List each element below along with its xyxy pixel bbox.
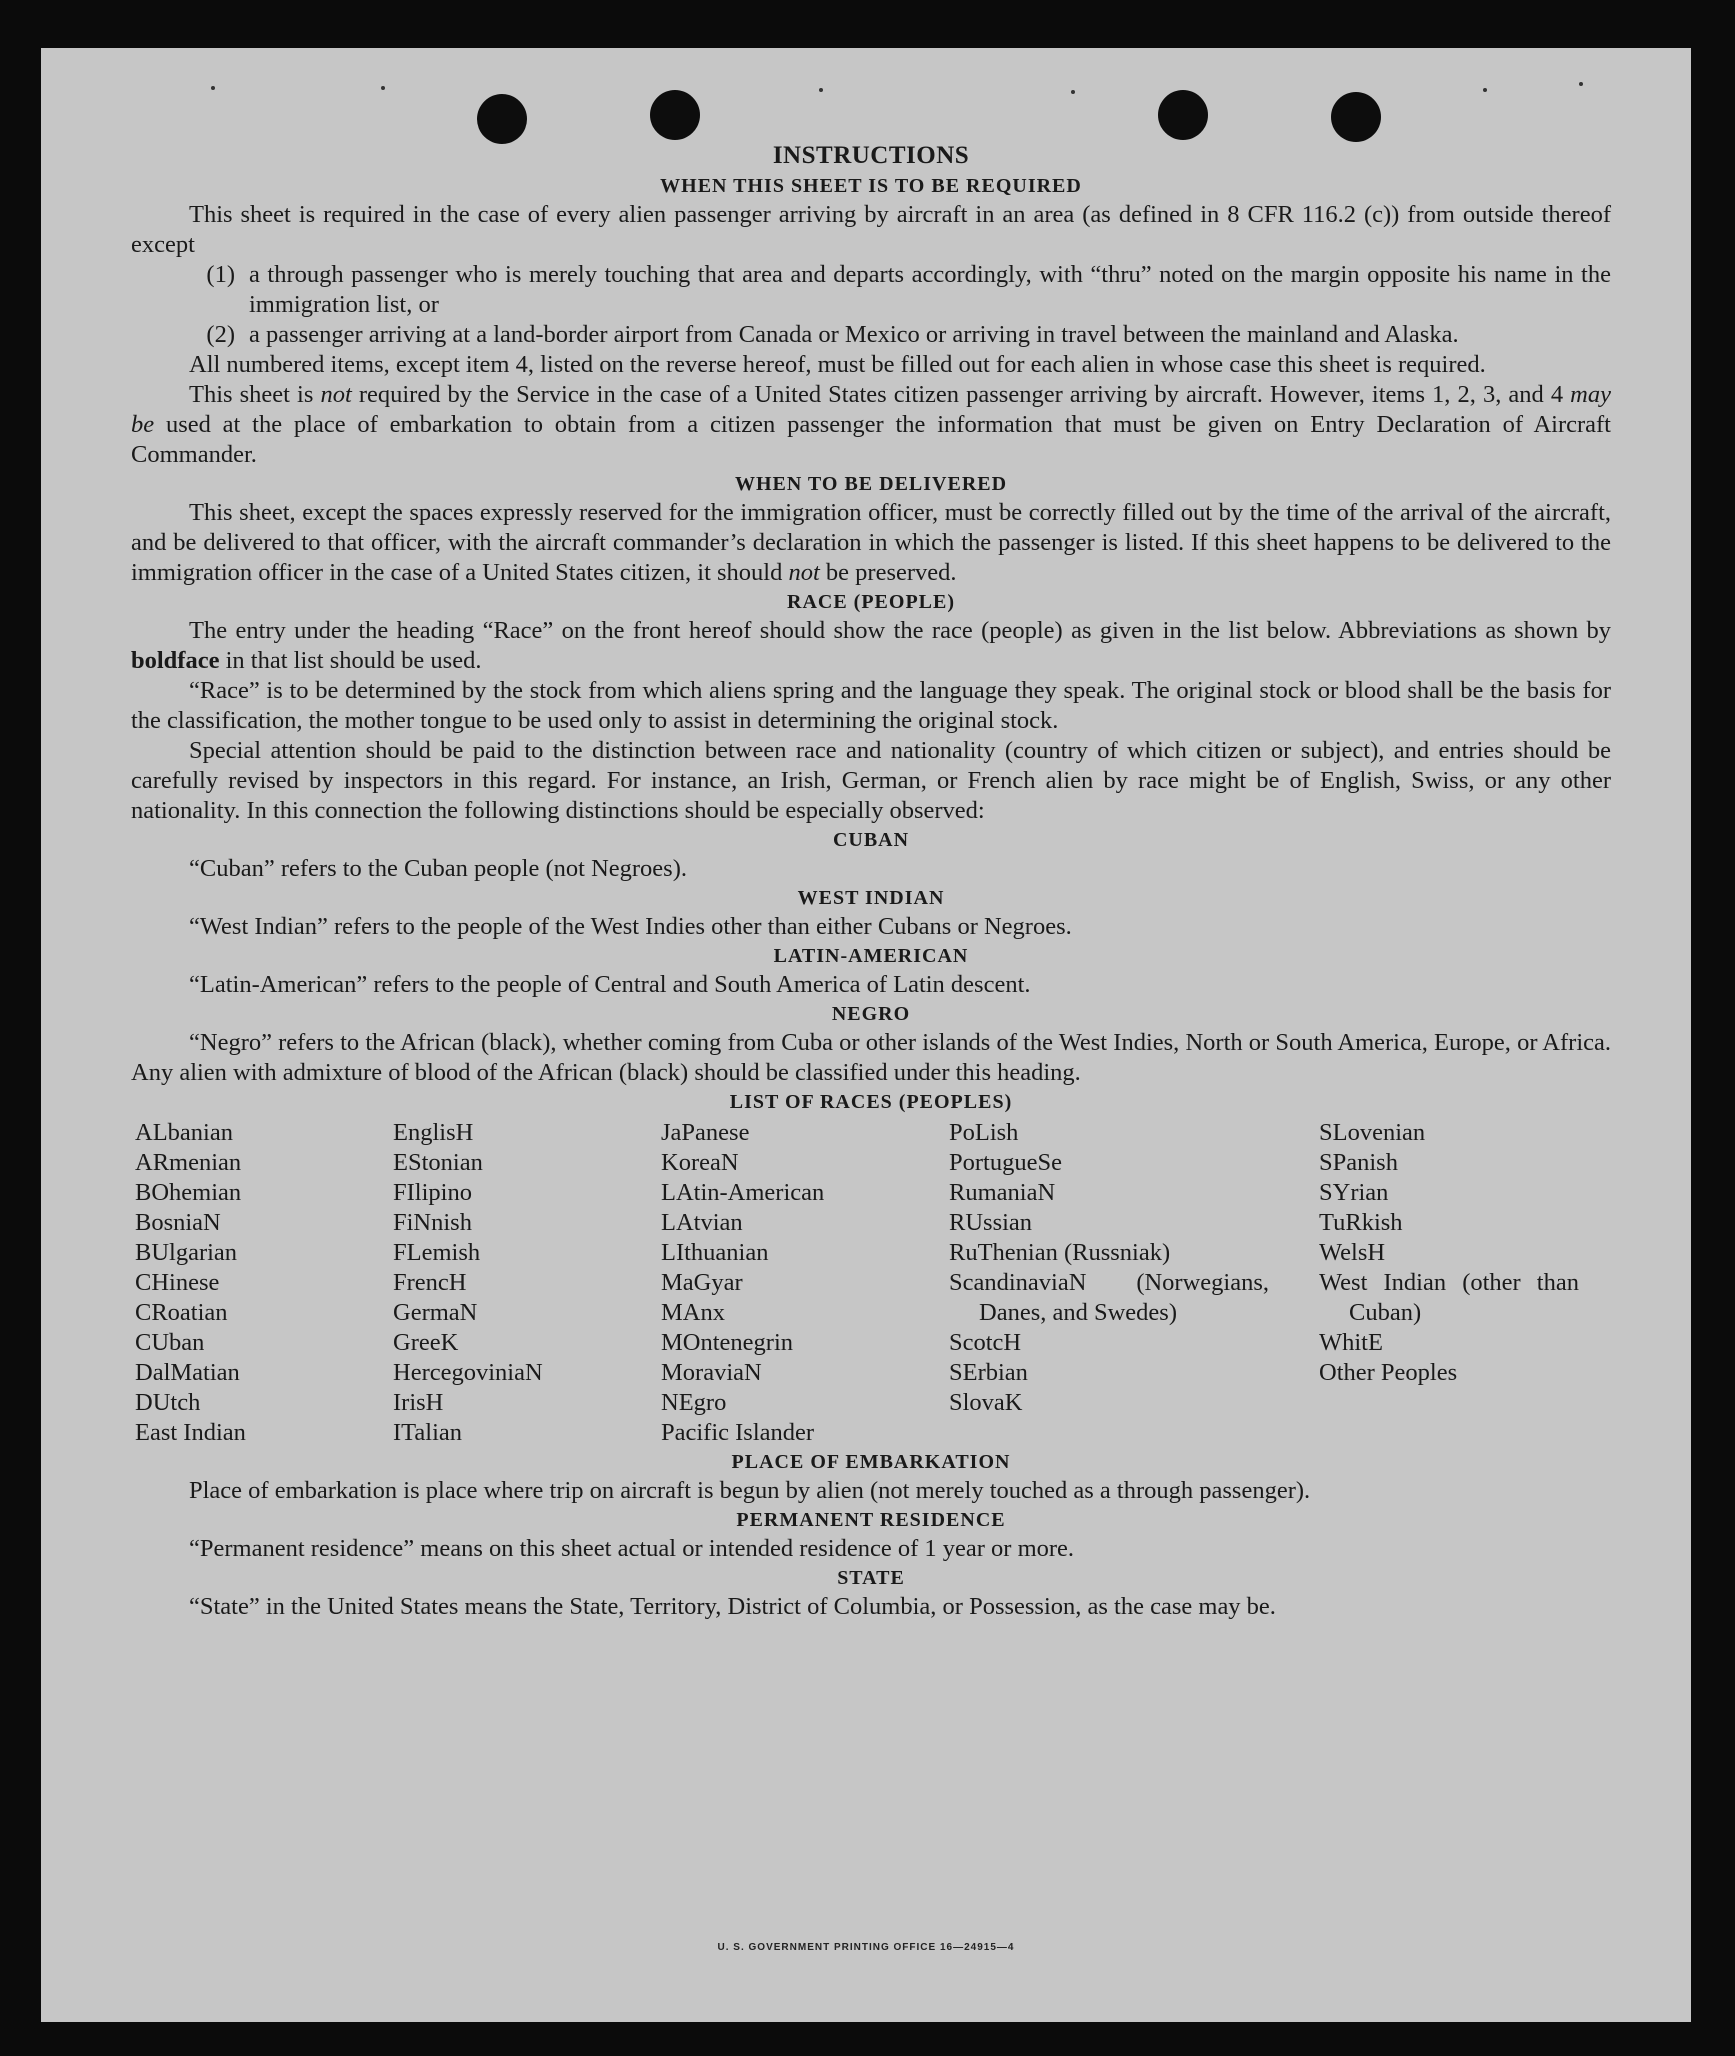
list-item — [131, 260, 1611, 320]
race-entry: ALbanian — [135, 1119, 233, 1146]
race-entry: LAtvian — [661, 1209, 743, 1236]
race-entry: NEgro — [661, 1389, 727, 1416]
race-entry: FLemish — [393, 1239, 481, 1266]
item-number: (1) — [206, 261, 235, 288]
paragraph: All numbered items, except item 4, listed on the reverse hereof, must be filled out for each alien in whose case this sheet is required. — [189, 351, 1486, 378]
race-entry: FIlipino — [393, 1179, 472, 1206]
document-sheet — [41, 48, 1691, 2022]
race-entry: ScandinaviaN (Norwegians, Danes, and Swedes) — [949, 1269, 1269, 1326]
race-entry: JaPanese — [661, 1119, 750, 1146]
race-entry: SPanish — [1319, 1149, 1398, 1176]
race-entry: West Indian (other than Cuban) — [1319, 1269, 1579, 1326]
punch-hole — [477, 94, 527, 144]
heading-permanent-residence: PERMANENT RESIDENCE — [736, 1509, 1006, 1531]
paragraph: The entry under the heading “Race” on the front hereof should show the race (people) as given in the list below. Abbreviations as shown by boldface in that list should be used. — [131, 617, 1611, 674]
race-entry: WhitE — [1319, 1329, 1383, 1356]
paragraph: “Latin-American” refers to the people of Central and South America of Latin descent. — [189, 971, 1031, 998]
race-entry: SLovenian — [1319, 1119, 1426, 1146]
heading-when-required: WHEN THIS SHEET IS TO BE REQUIRED — [660, 175, 1082, 197]
race-entry: HercegoviniaN — [393, 1359, 543, 1386]
race-entry: FiNnish — [393, 1209, 472, 1236]
race-entry: MoraviaN — [661, 1359, 762, 1386]
race-entry: LAtin-American — [661, 1179, 825, 1206]
paragraph: Special attention should be paid to the distinction between race and nationality (country of which citizen or subject), and entries should be carefully revised by inspectors in this regard. For instance, an Irish, German, or French alien by race might be of English, Swiss, or any other nationality. In this connection the following distinctions should be especially observed: — [131, 737, 1611, 824]
race-entry: PortugueSe — [949, 1149, 1062, 1176]
heading-when-delivered: WHEN TO BE DELIVERED — [734, 473, 1008, 495]
paragraph: This sheet, except the spaces expressly reserved for the immigration officer, must be correctly filled out by the time of the arrival of the aircraft, and be delivered to that officer, with the aircraft commander’s declaration in which the passenger is listed. If this sheet happens to be delivered to the immigration officer in the case of a United States citizen, it should not be preserved. — [131, 499, 1611, 586]
race-entry: RUssian — [949, 1209, 1033, 1236]
speck — [1483, 88, 1487, 92]
race-entry: MaGyar — [661, 1269, 743, 1296]
races-column — [949, 1118, 1319, 1448]
speck — [819, 88, 823, 92]
races-column — [661, 1118, 949, 1448]
race-entry: MOntenegrin — [661, 1329, 793, 1356]
race-entry: BosniaN — [135, 1209, 221, 1236]
paragraph: This sheet is not required by the Service in the case of a United States citizen passenger arriving by aircraft. However, items 1, 2, 3, and 4 may be used at the place of embarkation to obtain from a citizen passenger the information that must be given on Entry Declaration of Aircraft Commander. — [131, 381, 1611, 468]
page-title: INSTRUCTIONS — [772, 142, 970, 169]
race-entry: GreeK — [393, 1329, 459, 1356]
paragraph: Place of embarkation is place where trip on aircraft is begun by alien (not merely touched as a through passenger). — [189, 1477, 1311, 1504]
races-column — [393, 1118, 661, 1448]
speck — [211, 86, 215, 90]
race-entry: FrencH — [393, 1269, 467, 1296]
paragraph: “Permanent residence” means on this sheet actual or intended residence of 1 year or more. — [189, 1535, 1075, 1562]
race-entry: DalMatian — [135, 1359, 240, 1386]
heading-latin-american: LATIN-AMERICAN — [773, 945, 969, 967]
race-entry: RumaniaN — [949, 1179, 1056, 1206]
heading-cuban: CUBAN — [832, 829, 910, 851]
race-entry: WelsH — [1319, 1239, 1386, 1266]
heading-west-indian: WEST INDIAN — [797, 887, 945, 909]
item-text: a through passenger who is merely touching that area and departs accordingly, with “thru” noted on the margin opposite his name in the immigration list, or — [249, 261, 1611, 318]
races-column — [135, 1118, 393, 1448]
speck — [1579, 82, 1583, 86]
heading-list-of-races: LIST OF RACES (PEOPLES) — [729, 1091, 1013, 1113]
race-entry: SlovaK — [949, 1389, 1023, 1416]
race-entry: Pacific Islander — [661, 1419, 815, 1446]
heading-race: RACE (PEOPLE) — [787, 591, 955, 613]
race-entry: IrisH — [393, 1389, 444, 1416]
race-entry: DUtch — [135, 1389, 201, 1416]
race-entry: RuThenian (Russniak) — [949, 1239, 1171, 1266]
race-entry: EStonian — [393, 1149, 483, 1176]
race-entry: CRoatian — [135, 1299, 228, 1326]
heading-negro: NEGRO — [831, 1003, 911, 1025]
race-entry: KoreaN — [661, 1149, 739, 1176]
speck — [1071, 90, 1075, 94]
paragraph: “State” in the United States means the State, Territory, District of Columbia, or Possession, as the case may be. — [189, 1593, 1276, 1620]
race-entry: EnglisH — [393, 1119, 474, 1146]
races-column — [1319, 1118, 1579, 1448]
race-entry: GermaN — [393, 1299, 478, 1326]
race-entry: ScotcH — [949, 1329, 1022, 1356]
race-entry: PoLish — [949, 1119, 1019, 1146]
race-entry: CUban — [135, 1329, 205, 1356]
list-item — [131, 320, 1611, 350]
race-entry: BUlgarian — [135, 1239, 238, 1266]
paragraph: “Negro” refers to the African (black), whether coming from Cuba or other islands of the West Indies, North or South America, Europe, or Africa. Any alien with admixture of blood of the African (black) should be classified under this heading. — [131, 1029, 1611, 1086]
race-entry: TuRkish — [1319, 1209, 1403, 1236]
race-entry: MAnx — [661, 1299, 725, 1326]
race-entry: CHinese — [135, 1269, 220, 1296]
races-list — [135, 1118, 1611, 1448]
punch-hole — [650, 90, 700, 140]
punch-hole — [1158, 90, 1208, 140]
item-text: a passenger arriving at a land-border airport from Canada or Mexico or arriving in travel between the mainland and Alaska. — [249, 321, 1459, 348]
race-entry: SErbian — [949, 1359, 1028, 1386]
punch-hole — [1331, 92, 1381, 142]
race-entry: BOhemian — [135, 1179, 242, 1206]
paragraph: This sheet is required in the case of every alien passenger arriving by aircraft in an area (as defined in 8 CFR 116.2 (c)) from outside thereof except — [131, 201, 1611, 258]
race-entry: ITalian — [393, 1419, 463, 1446]
paragraph: “Race” is to be determined by the stock from which aliens spring and the language they speak. The original stock or blood shall be the basis for the classification, the mother tongue to be used only to assist in determining the original stock. — [131, 677, 1611, 734]
paragraph: “Cuban” refers to the Cuban people (not Negroes). — [189, 855, 687, 882]
printing-office-footer: U. S. GOVERNMENT PRINTING OFFICE 16—24915—4 — [717, 1942, 1015, 1953]
race-entry: Other Peoples — [1319, 1359, 1458, 1386]
race-entry: SYrian — [1319, 1179, 1389, 1206]
instructions-content — [131, 140, 1611, 1622]
heading-place-of-embarkation: PLACE OF EMBARKATION — [731, 1451, 1011, 1473]
item-number: (2) — [206, 321, 235, 348]
race-entry: East Indian — [135, 1419, 246, 1446]
paragraph: “West Indian” refers to the people of the West Indies other than either Cubans or Negroes. — [189, 913, 1072, 940]
race-entry: LIthuanian — [661, 1239, 769, 1266]
race-entry: ARmenian — [135, 1149, 242, 1176]
speck — [381, 86, 385, 90]
heading-state: STATE — [837, 1567, 905, 1589]
